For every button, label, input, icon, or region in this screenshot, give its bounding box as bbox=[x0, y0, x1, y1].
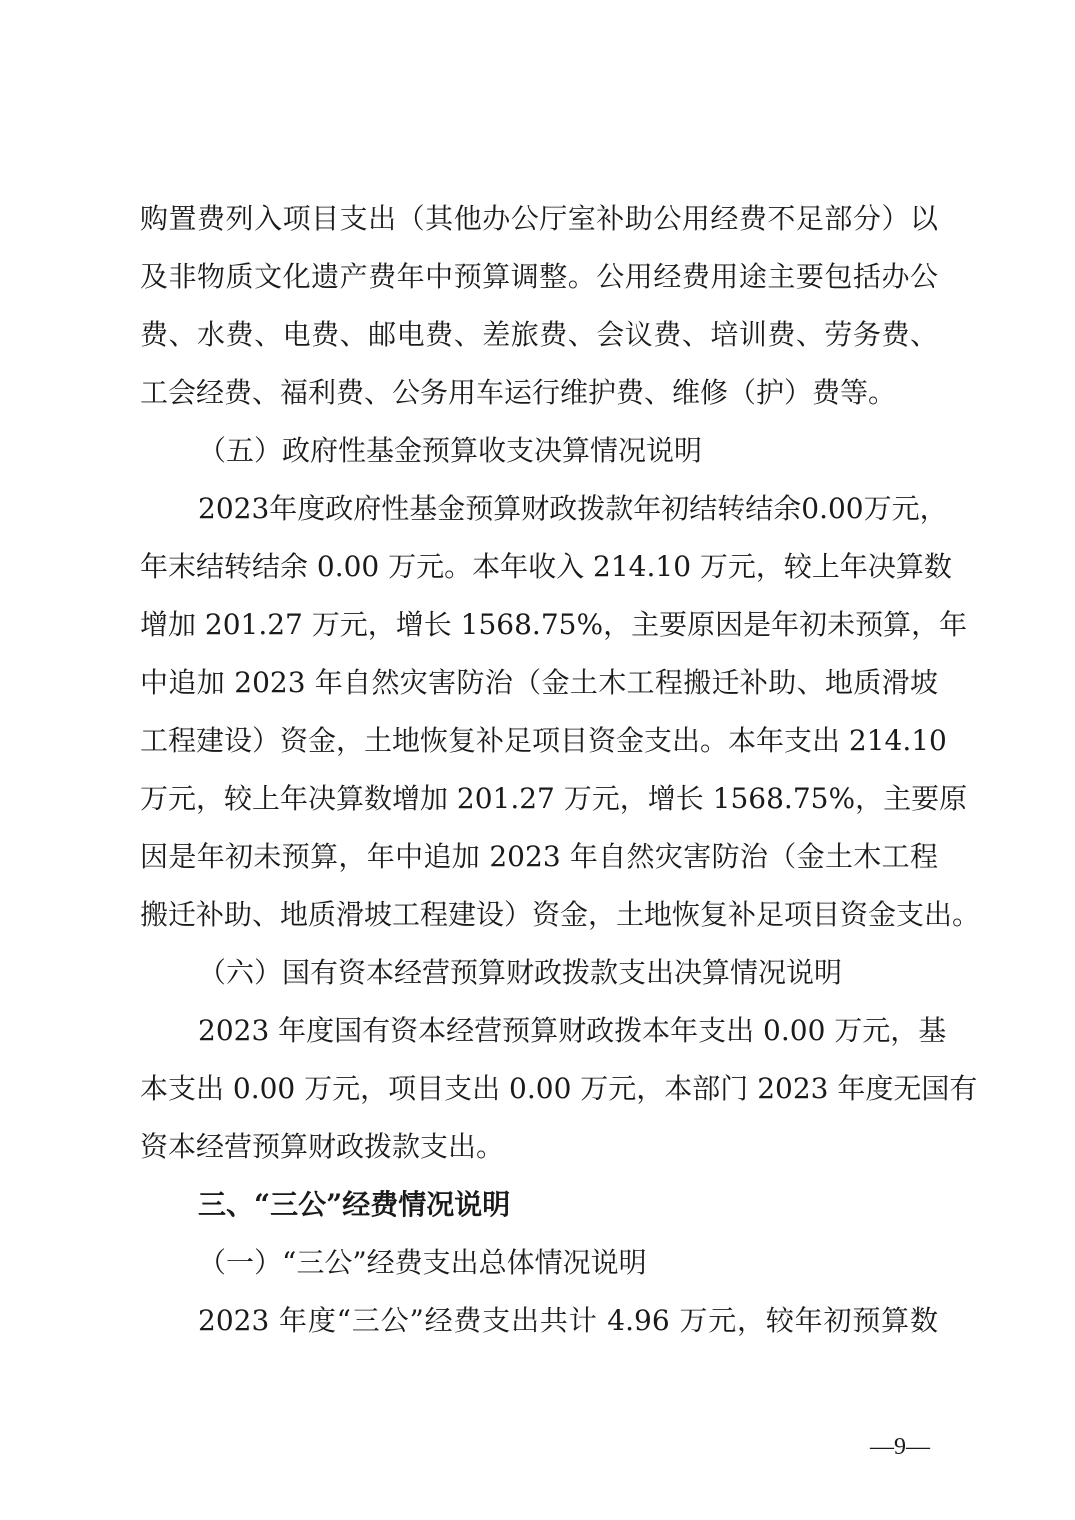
paragraph-line: 2023 年度国有资本经营预算财政拨本年支出 0.00 万元，基 bbox=[198, 1014, 947, 1047]
paragraph-line: 购置费列入项目支出（其他办公厅室补助公用经费不足部分）以 bbox=[140, 202, 938, 235]
paragraph-line: 年末结转结余 0.00 万元。本年收入 214.10 万元，较上年决算数 bbox=[140, 550, 952, 583]
paragraph-line: 万元，较上年决算数增加 201.27 万元，增长 1568.75%，主要原 bbox=[140, 782, 968, 815]
paragraph-line: 资本经营预算财政拨款支出。 bbox=[140, 1130, 505, 1163]
paragraph-line: 增加 201.27 万元，增长 1568.75%，主要原因是年初未预算，年 bbox=[140, 608, 968, 641]
paragraph-line: 2023 年度“三公”经费支出共计 4.96 万元，较年初预算数 bbox=[198, 1304, 938, 1337]
subsection-heading-one: （一）“三公”经费支出总体情况说明 bbox=[198, 1246, 647, 1279]
paragraph-line: 工会经费、福利费、公务用车运行维护费、维修（护）费等。 bbox=[140, 376, 897, 409]
paragraph-line: 因是年初未预算，年中追加 2023 年自然灾害防治（金土木工程 bbox=[140, 840, 938, 873]
section-heading-six: （六）国有资本经营预算财政拨款支出决算情况说明 bbox=[198, 956, 843, 989]
paragraph-line: 工程建设）资金，土地恢复补足项目资金支出。本年支出 214.10 bbox=[140, 724, 947, 757]
paragraph-line: 中追加 2023 年自然灾害防治（金土木工程搬迁补助、地质滑坡 bbox=[140, 666, 938, 699]
paragraph-line: 本支出 0.00 万元，项目支出 0.00 万元，本部门 2023 年度无国有 bbox=[140, 1072, 978, 1105]
paragraph-line: 及非物质文化遗产费年中预算调整。公用经费用途主要包括办公 bbox=[140, 260, 938, 293]
section-heading-five: （五）政府性基金预算收支决算情况说明 bbox=[198, 434, 703, 467]
paragraph-line: 费、水费、电费、邮电费、差旅费、会议费、培训费、劳务费、 bbox=[140, 318, 938, 351]
section-heading-three: 三、“三公”经费情况说明 bbox=[198, 1188, 511, 1221]
paragraph-line: 搬迁补助、地质滑坡工程建设）资金，土地恢复补足项目资金支出。 bbox=[140, 898, 981, 931]
page-number: —9— bbox=[870, 1434, 930, 1460]
paragraph-line: 2023年度政府性基金预算财政拨款年初结转结余0.00万元， bbox=[198, 492, 948, 525]
